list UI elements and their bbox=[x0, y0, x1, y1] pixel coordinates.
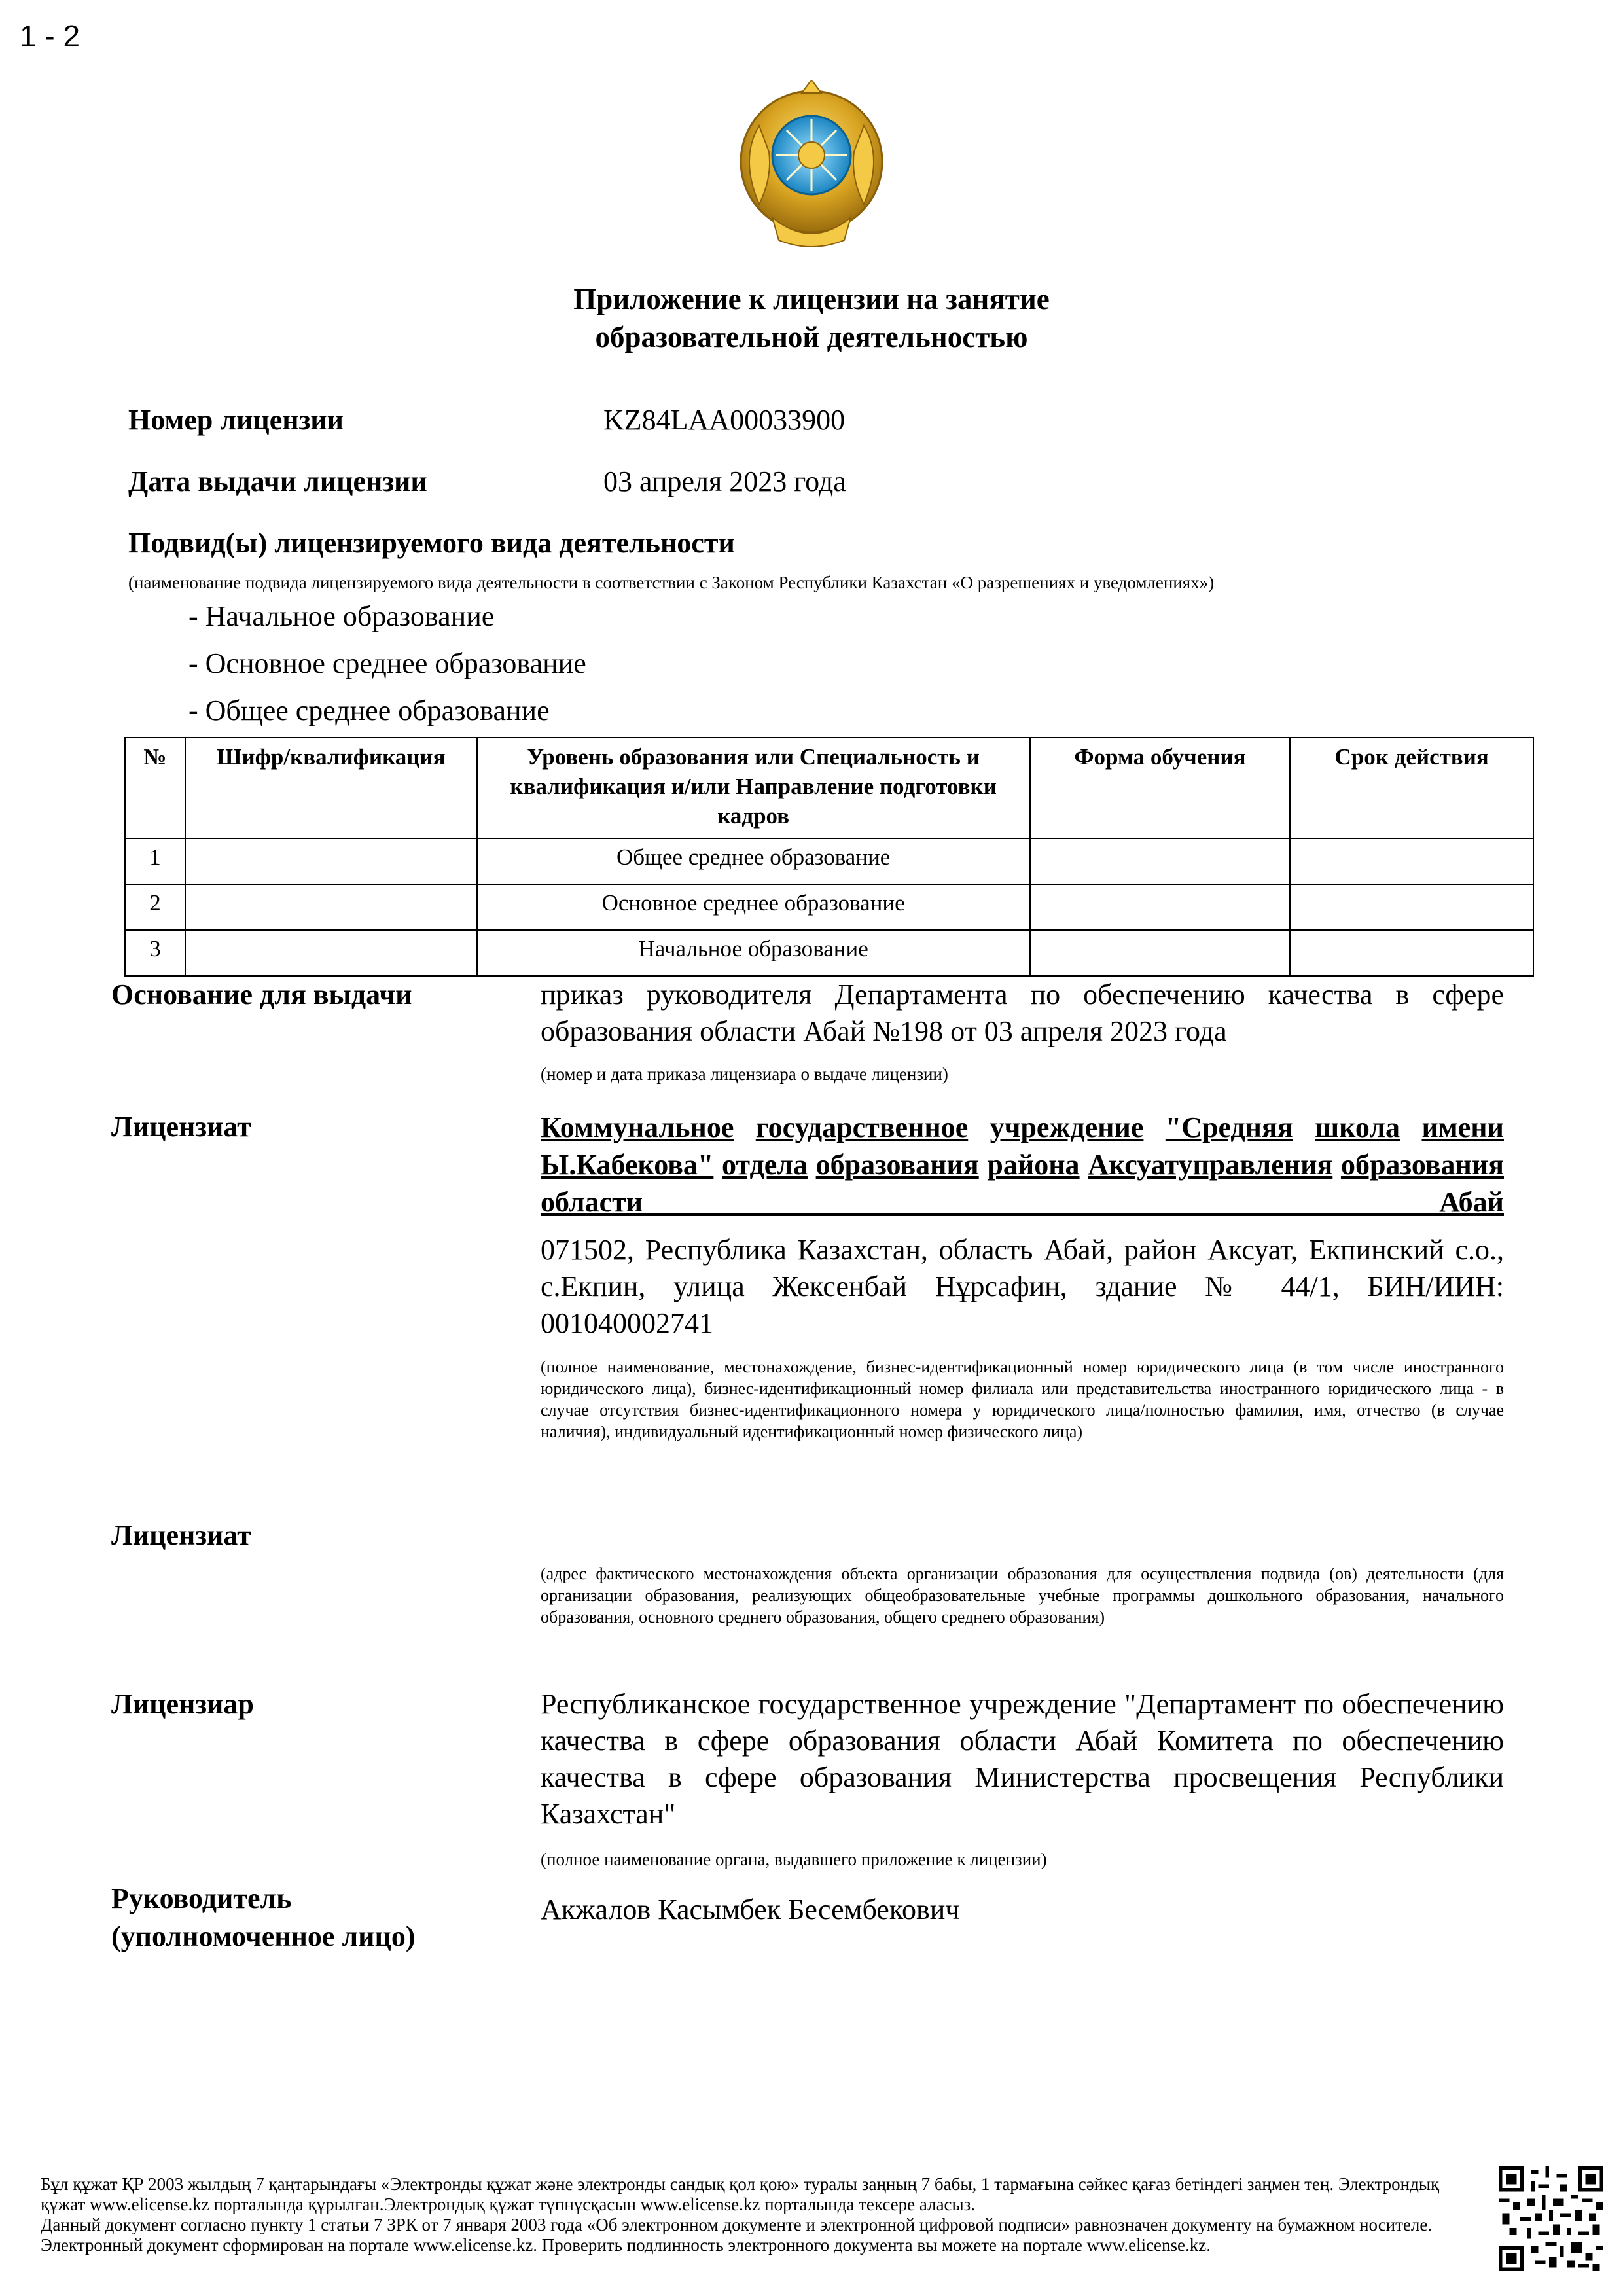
basis-value: приказ руководителя Департамента по обеспечению качества в сфере образования области Абай №198 от 03 апреля 2023 года bbox=[541, 978, 1504, 1047]
license-number-label: Номер лицензии bbox=[128, 404, 344, 436]
cell-level: Общее среднее образование bbox=[477, 838, 1030, 884]
page-number: 1 - 2 bbox=[20, 19, 80, 53]
licensee-note: (полное наименование, местонахождение, бизнес-идентификационный номер юридического лица (в том числе иностранного юридического лица), бизнес-идентификационный номер филиала или представительства иностранного юридического лица - в случае отсутствия бизнес-идентификационного номера у юридического лица/полностью фамилия, имя, отчество (в случае наличия), индивидуальный идентификационный номер физического лица) bbox=[541, 1357, 1504, 1441]
licensee-name-word: Аксуатуправления bbox=[1088, 1149, 1333, 1181]
head-label-line-1: Руководитель bbox=[111, 1882, 292, 1914]
licensor-label: Лицензиар bbox=[111, 1688, 254, 1720]
title-line-1: Приложение к лицензии на занятие bbox=[573, 283, 1050, 315]
cell-term bbox=[1290, 838, 1533, 884]
cell-level: Основное среднее образование bbox=[477, 884, 1030, 930]
licensee-name-word: Коммунальное bbox=[541, 1111, 734, 1143]
cell-number: 2 bbox=[125, 884, 185, 930]
cell-level: Начальное образование bbox=[477, 930, 1030, 976]
licensee-address-label: Лицензиат bbox=[111, 1519, 251, 1551]
table-row bbox=[125, 838, 1533, 884]
table-row bbox=[125, 884, 1533, 930]
licensee-label: Лицензиат bbox=[111, 1111, 251, 1143]
header-term: Срок действия bbox=[1290, 738, 1533, 838]
basis-note: (номер и дата приказа лицензиара о выдаче лицензии) bbox=[541, 1064, 948, 1084]
state-emblem-icon bbox=[733, 80, 890, 257]
licensee-name-word: образования bbox=[1340, 1149, 1505, 1181]
header-code: Шифр/квалификация bbox=[185, 738, 477, 838]
cell-code bbox=[185, 838, 477, 884]
issue-date-value: 03 апреля 2023 года bbox=[603, 465, 846, 497]
subtype-item: - Начальное образование bbox=[188, 600, 495, 632]
cell-form bbox=[1030, 838, 1291, 884]
footer-kz-text: Бұл құжат ҚР 2003 жылдың 7 қаңтарындағы «Электронды құжат және электронды сандық қол қою» туралы заңның 7 бабы, 1 тармағына сәйкес қағаз бетіндегі заңмен тең. Электрондық құжат www.elicense.kz порталында құрылған.Электрондық құжат түпнұсқасын www.elicense.kz порталында тексере аласыз. bbox=[41, 2174, 1440, 2214]
subtypes-label: Подвид(ы) лицензируемого вида деятельности bbox=[128, 527, 735, 559]
licensee-name-word: имени Ы.Кабекова" bbox=[541, 1111, 1504, 1181]
licensee-name-word: "Средняя bbox=[1165, 1111, 1293, 1143]
basis-label: Основание для выдачи bbox=[111, 978, 412, 1011]
license-table bbox=[124, 737, 1534, 977]
table-row bbox=[125, 930, 1533, 976]
licensee-name bbox=[541, 1109, 1504, 1221]
subtype-item: - Общее среднее образование bbox=[188, 694, 550, 726]
licensor-note: (полное наименование органа, выдавшего приложение к лицензии) bbox=[541, 1850, 1047, 1869]
cell-term bbox=[1290, 930, 1533, 976]
licensor-value: Республиканское государственное учреждение "Департамент по обеспечению качества в сфере образования области Абай Комитета по обеспечению качества в сфере образования Министерства просвещения Республики Казахстан" bbox=[541, 1688, 1504, 1830]
licensee-name-word: учреждение bbox=[990, 1111, 1144, 1143]
licensee-name-word: области Абай bbox=[541, 1186, 1504, 1218]
title-line-2: образовательной деятельностью bbox=[595, 321, 1028, 353]
licensee-name-word: района bbox=[987, 1149, 1080, 1181]
subtype-item: - Основное среднее образование bbox=[188, 647, 586, 679]
issue-date-label: Дата выдачи лицензии bbox=[128, 465, 427, 497]
cell-number: 3 bbox=[125, 930, 185, 976]
head-name: Акжалов Касымбек Бесембекович bbox=[541, 1893, 960, 1926]
document-title bbox=[0, 280, 1623, 356]
licensee-name-word: школа bbox=[1315, 1111, 1400, 1143]
cell-term bbox=[1290, 884, 1533, 930]
licensee-address: 071502, Республика Казахстан, область Абай, район Аксуат, Екпинский с.о., с.Екпин, улица Жексенбай Нұрсафин, здание № 44/1, БИН/ИИН: 001040002741 bbox=[541, 1234, 1504, 1339]
header-form: Форма обучения bbox=[1030, 738, 1291, 838]
cell-code bbox=[185, 884, 477, 930]
licensee-address-note: (адрес фактического местонахождения объекта организации образования для осуществления подвида (ов) деятельности (для организации образования, реализующих общеобразовательные учебные программы дошкольного образования, начального образования, основного среднего образования, общего среднего образования) bbox=[541, 1564, 1504, 1626]
head-label bbox=[111, 1880, 416, 1956]
license-number-value: KZ84LAA00033900 bbox=[603, 404, 846, 436]
subtypes-note: (наименование подвида лицензируемого вида деятельности в соответствии с Законом Республики Казахстан «О разрешениях и уведомлениях») bbox=[128, 573, 1215, 592]
header-number: № bbox=[125, 738, 185, 838]
header-level: Уровень образования или Специальность и квалификация и/или Направление подготовки кадров bbox=[477, 738, 1030, 838]
qr-code-icon bbox=[1499, 2166, 1603, 2271]
cell-number: 1 bbox=[125, 838, 185, 884]
licensee-name-word: образования bbox=[815, 1149, 979, 1181]
cell-form bbox=[1030, 930, 1291, 976]
licensee-name-word: отдела bbox=[722, 1149, 808, 1181]
licensee-name-word: государственное bbox=[755, 1111, 969, 1143]
cell-form bbox=[1030, 884, 1291, 930]
footer-ru-text: Данный документ согласно пункту 1 статьи 7 ЗРК от 7 января 2003 года «Об электронном документе и электронной цифровой подписи» равнозначен документу на бумажном носителе. Электронный документ сформирован на портале www.elicense.kz. Проверить подлинность электронного документа вы можете на портале www.elicense.kz. bbox=[41, 2215, 1433, 2255]
table-header-row bbox=[125, 738, 1533, 838]
footer-legal-notice bbox=[41, 2174, 1480, 2255]
cell-code bbox=[185, 930, 477, 976]
head-label-line-2: (уполномоченное лицо) bbox=[111, 1920, 416, 1952]
